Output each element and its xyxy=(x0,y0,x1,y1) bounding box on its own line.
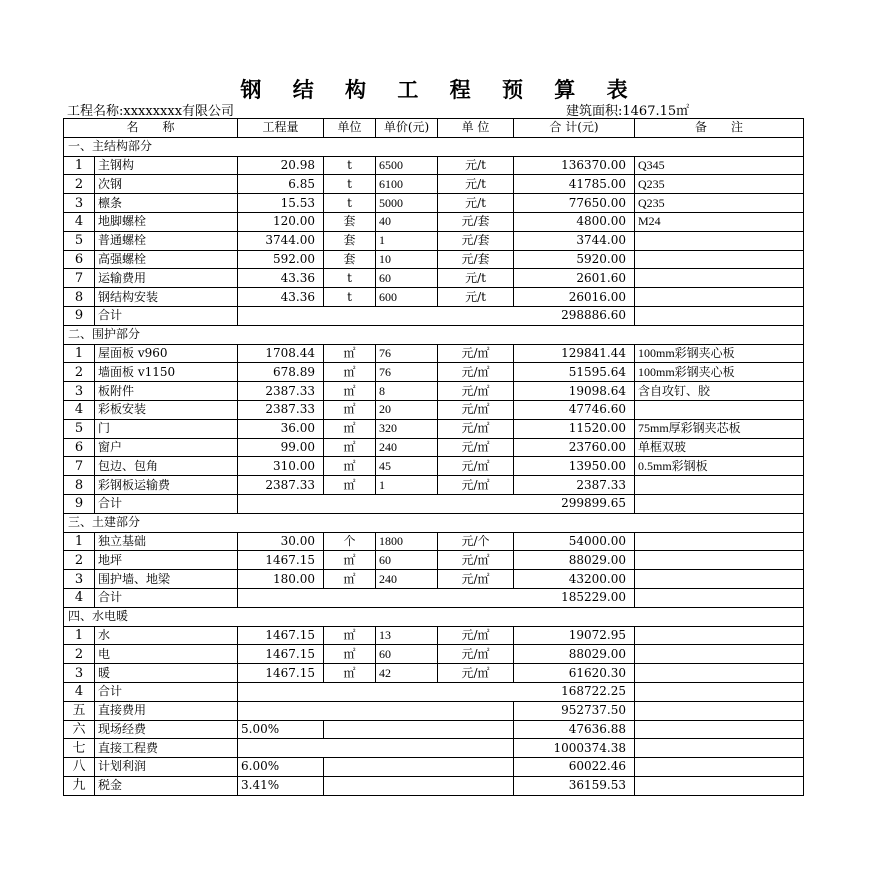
project-name: 工程名称:xxxxxxxx有限公司 xyxy=(67,104,235,119)
item-price-unit: 元/㎡ xyxy=(438,438,514,457)
item-price-unit: 元/t xyxy=(438,194,514,213)
row-index: 4 xyxy=(64,588,95,607)
item-total: 26016.00 xyxy=(514,288,635,307)
row-index: 2 xyxy=(64,645,95,664)
item-quantity: 36.00 xyxy=(238,419,324,438)
row-index: 8 xyxy=(64,288,95,307)
section-title: 二、围护部分 xyxy=(64,325,804,344)
item-price-unit: 元/t xyxy=(438,175,514,194)
item-price-unit: 元/㎡ xyxy=(438,400,514,419)
item-price-unit: 元/㎡ xyxy=(438,570,514,589)
item-quantity: 20.98 xyxy=(238,156,324,175)
item-note: 0.5mm彩钢板 xyxy=(635,457,804,476)
item-price-unit: 元/套 xyxy=(438,231,514,250)
row-index: 3 xyxy=(64,194,95,213)
item-unit: ㎡ xyxy=(324,363,376,382)
item-unit-price: 10 xyxy=(376,250,438,269)
section-title: 三、土建部分 xyxy=(64,513,804,532)
item-name: 主钢构 xyxy=(95,156,238,175)
table-body xyxy=(64,137,804,795)
item-unit-price: 600 xyxy=(376,288,438,307)
item-name: 电 xyxy=(95,645,238,664)
table-row xyxy=(64,476,804,495)
summary-rate: 6.00% xyxy=(238,758,324,777)
item-unit: ㎡ xyxy=(324,457,376,476)
subtotal-note xyxy=(635,494,804,513)
item-unit-price: 6500 xyxy=(376,156,438,175)
row-index: 2 xyxy=(64,551,95,570)
item-unit: ㎡ xyxy=(324,382,376,401)
item-note: 100mm彩钢夹心板 xyxy=(635,363,804,382)
table-row xyxy=(64,419,804,438)
item-name: 墙面板 v1150 xyxy=(95,363,238,382)
summary-amount: 1000374.38 xyxy=(514,739,635,758)
item-quantity: 310.00 xyxy=(238,457,324,476)
summary-row xyxy=(64,739,804,758)
item-total: 61620.30 xyxy=(514,664,635,683)
section-title: 一、主结构部分 xyxy=(64,137,804,156)
item-unit-price: 6100 xyxy=(376,175,438,194)
row-index: 6 xyxy=(64,250,95,269)
item-total: 88029.00 xyxy=(514,645,635,664)
table-row xyxy=(64,175,804,194)
item-unit: ㎡ xyxy=(324,664,376,683)
table-row xyxy=(64,156,804,175)
item-price-unit: 元/t xyxy=(438,269,514,288)
item-unit: ㎡ xyxy=(324,570,376,589)
item-price-unit: 元/t xyxy=(438,288,514,307)
table-row xyxy=(64,438,804,457)
subtotal-row xyxy=(64,306,804,325)
subtotal-amount: 168722.25 xyxy=(238,682,635,701)
col-header-total: 合 计(元) xyxy=(514,119,635,138)
item-total: 19072.95 xyxy=(514,626,635,645)
item-total: 54000.00 xyxy=(514,532,635,551)
subtotal-row xyxy=(64,494,804,513)
item-note xyxy=(635,269,804,288)
summary-name: 直接费用 xyxy=(95,701,238,720)
item-note xyxy=(635,476,804,495)
item-total: 77650.00 xyxy=(514,194,635,213)
summary-row xyxy=(64,701,804,720)
table-row xyxy=(64,532,804,551)
item-unit: t xyxy=(324,156,376,175)
item-unit: ㎡ xyxy=(324,476,376,495)
subtotal-label: 合计 xyxy=(95,306,238,325)
row-index: 五 xyxy=(64,701,95,720)
subtotal-amount: 299899.65 xyxy=(238,494,635,513)
item-total: 4800.00 xyxy=(514,212,635,231)
item-price-unit: 元/㎡ xyxy=(438,382,514,401)
summary-row xyxy=(64,776,804,795)
item-total: 51595.64 xyxy=(514,363,635,382)
item-quantity: 678.89 xyxy=(238,363,324,382)
item-total: 136370.00 xyxy=(514,156,635,175)
subtotal-row xyxy=(64,588,804,607)
item-unit-price: 320 xyxy=(376,419,438,438)
row-index: 九 xyxy=(64,776,95,795)
item-price-unit: 元/㎡ xyxy=(438,626,514,645)
item-unit: ㎡ xyxy=(324,344,376,363)
row-index: 1 xyxy=(64,344,95,363)
row-index: 8 xyxy=(64,476,95,495)
col-header-note: 备 注 xyxy=(635,119,804,138)
summary-blank xyxy=(238,701,514,720)
item-quantity: 3744.00 xyxy=(238,231,324,250)
table-row xyxy=(64,382,804,401)
item-quantity: 6.85 xyxy=(238,175,324,194)
item-name: 屋面板 v960 xyxy=(95,344,238,363)
item-quantity: 43.36 xyxy=(238,269,324,288)
budget-table xyxy=(63,118,804,796)
table-row xyxy=(64,645,804,664)
item-name: 次钢 xyxy=(95,175,238,194)
table-row xyxy=(64,626,804,645)
item-unit: 套 xyxy=(324,212,376,231)
item-unit: ㎡ xyxy=(324,400,376,419)
summary-name: 直接工程费 xyxy=(95,739,238,758)
item-name: 地坪 xyxy=(95,551,238,570)
table-row xyxy=(64,250,804,269)
col-header-qty: 工程量 xyxy=(238,119,324,138)
subtotal-label: 合计 xyxy=(95,588,238,607)
subtotal-row xyxy=(64,682,804,701)
item-price-unit: 元/㎡ xyxy=(438,645,514,664)
summary-name: 税金 xyxy=(95,776,238,795)
item-name: 水 xyxy=(95,626,238,645)
item-note xyxy=(635,400,804,419)
item-quantity: 43.36 xyxy=(238,288,324,307)
row-index: 5 xyxy=(64,231,95,250)
col-header-name: 名 称 xyxy=(64,119,238,138)
row-index: 1 xyxy=(64,532,95,551)
item-quantity: 30.00 xyxy=(238,532,324,551)
row-index: 六 xyxy=(64,720,95,739)
item-unit-price: 1 xyxy=(376,476,438,495)
item-name: 地脚螺栓 xyxy=(95,212,238,231)
table-row xyxy=(64,363,804,382)
item-note: 100mm彩钢夹心板 xyxy=(635,344,804,363)
summary-amount: 47636.88 xyxy=(514,720,635,739)
item-name: 暖 xyxy=(95,664,238,683)
col-header-unit: 单位 xyxy=(324,119,376,138)
item-name: 板附件 xyxy=(95,382,238,401)
item-note: Q345 xyxy=(635,156,804,175)
row-index: 3 xyxy=(64,382,95,401)
item-name: 运输费用 xyxy=(95,269,238,288)
item-unit-price: 60 xyxy=(376,269,438,288)
item-note xyxy=(635,250,804,269)
item-quantity: 99.00 xyxy=(238,438,324,457)
table-row xyxy=(64,231,804,250)
row-index: 7 xyxy=(64,457,95,476)
col-header-price: 单价(元) xyxy=(376,119,438,138)
section-title: 四、水电暖 xyxy=(64,607,804,626)
table-row xyxy=(64,551,804,570)
item-price-unit: 元/㎡ xyxy=(438,457,514,476)
item-unit: t xyxy=(324,194,376,213)
summary-note xyxy=(635,720,804,739)
table-row xyxy=(64,269,804,288)
summary-blank xyxy=(324,758,514,777)
item-name: 钢结构安装 xyxy=(95,288,238,307)
item-unit-price: 45 xyxy=(376,457,438,476)
item-note xyxy=(635,664,804,683)
item-price-unit: 元/㎡ xyxy=(438,476,514,495)
item-total: 13950.00 xyxy=(514,457,635,476)
item-name: 彩板安装 xyxy=(95,400,238,419)
summary-row xyxy=(64,720,804,739)
item-price-unit: 元/㎡ xyxy=(438,664,514,683)
row-index: 八 xyxy=(64,758,95,777)
summary-name: 计划利润 xyxy=(95,758,238,777)
summary-row xyxy=(64,758,804,777)
table-row xyxy=(64,400,804,419)
item-unit-price: 240 xyxy=(376,570,438,589)
row-index: 1 xyxy=(64,626,95,645)
row-index: 7 xyxy=(64,269,95,288)
item-quantity: 2387.33 xyxy=(238,476,324,495)
col-header-per: 单 位 xyxy=(438,119,514,138)
item-name: 彩钢板运输费 xyxy=(95,476,238,495)
item-quantity: 592.00 xyxy=(238,250,324,269)
item-unit-price: 60 xyxy=(376,645,438,664)
item-note xyxy=(635,288,804,307)
section-header-row xyxy=(64,513,804,532)
item-quantity: 1467.15 xyxy=(238,664,324,683)
item-price-unit: 元/㎡ xyxy=(438,363,514,382)
item-quantity: 1467.15 xyxy=(238,551,324,570)
item-total: 3744.00 xyxy=(514,231,635,250)
item-price-unit: 元/㎡ xyxy=(438,344,514,363)
item-price-unit: 元/个 xyxy=(438,532,514,551)
building-area: 建筑面积:1467.15㎡ xyxy=(566,104,690,119)
row-index: 4 xyxy=(64,682,95,701)
item-total: 11520.00 xyxy=(514,419,635,438)
item-unit-price: 1 xyxy=(376,231,438,250)
item-quantity: 2387.33 xyxy=(238,382,324,401)
summary-rate: 5.00% xyxy=(238,720,324,739)
row-index: 9 xyxy=(64,306,95,325)
item-unit: ㎡ xyxy=(324,551,376,570)
item-name: 檩条 xyxy=(95,194,238,213)
item-total: 19098.64 xyxy=(514,382,635,401)
table-row xyxy=(64,288,804,307)
page-title: 钢 结 构 工 程 预 算 表 xyxy=(240,78,640,102)
summary-rate: 3.41% xyxy=(238,776,324,795)
item-price-unit: 元/套 xyxy=(438,250,514,269)
item-unit-price: 40 xyxy=(376,212,438,231)
item-price-unit: 元/㎡ xyxy=(438,419,514,438)
item-note: M24 xyxy=(635,212,804,231)
table-row xyxy=(64,212,804,231)
section-header-row xyxy=(64,607,804,626)
row-index: 6 xyxy=(64,438,95,457)
item-unit: 个 xyxy=(324,532,376,551)
item-unit: ㎡ xyxy=(324,419,376,438)
row-index: 七 xyxy=(64,739,95,758)
item-name: 独立基础 xyxy=(95,532,238,551)
item-quantity: 15.53 xyxy=(238,194,324,213)
item-unit-price: 42 xyxy=(376,664,438,683)
row-index: 3 xyxy=(64,664,95,683)
item-unit-price: 76 xyxy=(376,363,438,382)
row-index: 1 xyxy=(64,156,95,175)
item-price-unit: 元/㎡ xyxy=(438,551,514,570)
subtotal-label: 合计 xyxy=(95,682,238,701)
section-header-row xyxy=(64,137,804,156)
item-total: 2601.60 xyxy=(514,269,635,288)
item-unit-price: 8 xyxy=(376,382,438,401)
summary-note xyxy=(635,739,804,758)
item-name: 门 xyxy=(95,419,238,438)
item-unit: ㎡ xyxy=(324,626,376,645)
item-unit-price: 60 xyxy=(376,551,438,570)
summary-note xyxy=(635,701,804,720)
summary-blank xyxy=(324,776,514,795)
item-unit-price: 13 xyxy=(376,626,438,645)
item-quantity: 1708.44 xyxy=(238,344,324,363)
item-unit-price: 1800 xyxy=(376,532,438,551)
summary-amount: 60022.46 xyxy=(514,758,635,777)
item-total: 23760.00 xyxy=(514,438,635,457)
header-row xyxy=(64,119,804,138)
item-unit: ㎡ xyxy=(324,645,376,664)
item-price-unit: 元/t xyxy=(438,156,514,175)
item-unit: t xyxy=(324,175,376,194)
table-row xyxy=(64,664,804,683)
item-quantity: 180.00 xyxy=(238,570,324,589)
summary-note xyxy=(635,776,804,795)
item-unit: ㎡ xyxy=(324,438,376,457)
item-note: 75mm厚彩钢夹芯板 xyxy=(635,419,804,438)
item-unit: t xyxy=(324,288,376,307)
item-quantity: 1467.15 xyxy=(238,645,324,664)
item-total: 43200.00 xyxy=(514,570,635,589)
row-index: 9 xyxy=(64,494,95,513)
row-index: 3 xyxy=(64,570,95,589)
summary-note xyxy=(635,758,804,777)
item-unit-price: 20 xyxy=(376,400,438,419)
item-unit-price: 76 xyxy=(376,344,438,363)
subtotal-note xyxy=(635,588,804,607)
row-index: 2 xyxy=(64,363,95,382)
table-row xyxy=(64,457,804,476)
summary-blank xyxy=(324,720,514,739)
row-index: 5 xyxy=(64,419,95,438)
item-note xyxy=(635,645,804,664)
item-price-unit: 元/套 xyxy=(438,212,514,231)
item-note: Q235 xyxy=(635,175,804,194)
item-note: 单框双玻 xyxy=(635,438,804,457)
subtotal-amount: 298886.60 xyxy=(238,306,635,325)
item-note xyxy=(635,532,804,551)
subtotal-label: 合计 xyxy=(95,494,238,513)
item-note xyxy=(635,570,804,589)
item-unit: 套 xyxy=(324,250,376,269)
item-name: 窗户 xyxy=(95,438,238,457)
item-name: 围护墙、地梁 xyxy=(95,570,238,589)
table-row xyxy=(64,194,804,213)
item-note xyxy=(635,551,804,570)
item-total: 129841.44 xyxy=(514,344,635,363)
item-name: 高强螺栓 xyxy=(95,250,238,269)
row-index: 4 xyxy=(64,212,95,231)
item-unit: t xyxy=(324,269,376,288)
summary-blank xyxy=(238,739,514,758)
item-note xyxy=(635,231,804,250)
item-quantity: 1467.15 xyxy=(238,626,324,645)
summary-amount: 952737.50 xyxy=(514,701,635,720)
item-note: 含自攻钉、胶 xyxy=(635,382,804,401)
item-name: 包边、包角 xyxy=(95,457,238,476)
item-total: 5920.00 xyxy=(514,250,635,269)
item-total: 88029.00 xyxy=(514,551,635,570)
subtotal-amount: 185229.00 xyxy=(238,588,635,607)
table-row xyxy=(64,344,804,363)
item-total: 47746.60 xyxy=(514,400,635,419)
subtotal-note xyxy=(635,306,804,325)
summary-amount: 36159.53 xyxy=(514,776,635,795)
item-unit: 套 xyxy=(324,231,376,250)
item-quantity: 120.00 xyxy=(238,212,324,231)
item-note: Q235 xyxy=(635,194,804,213)
item-total: 41785.00 xyxy=(514,175,635,194)
item-name: 普通螺栓 xyxy=(95,231,238,250)
table-row xyxy=(64,570,804,589)
subtotal-note xyxy=(635,682,804,701)
item-note xyxy=(635,626,804,645)
item-unit-price: 240 xyxy=(376,438,438,457)
item-quantity: 2387.33 xyxy=(238,400,324,419)
item-unit-price: 5000 xyxy=(376,194,438,213)
section-header-row xyxy=(64,325,804,344)
row-index: 2 xyxy=(64,175,95,194)
row-index: 4 xyxy=(64,400,95,419)
summary-name: 现场经费 xyxy=(95,720,238,739)
item-total: 2387.33 xyxy=(514,476,635,495)
